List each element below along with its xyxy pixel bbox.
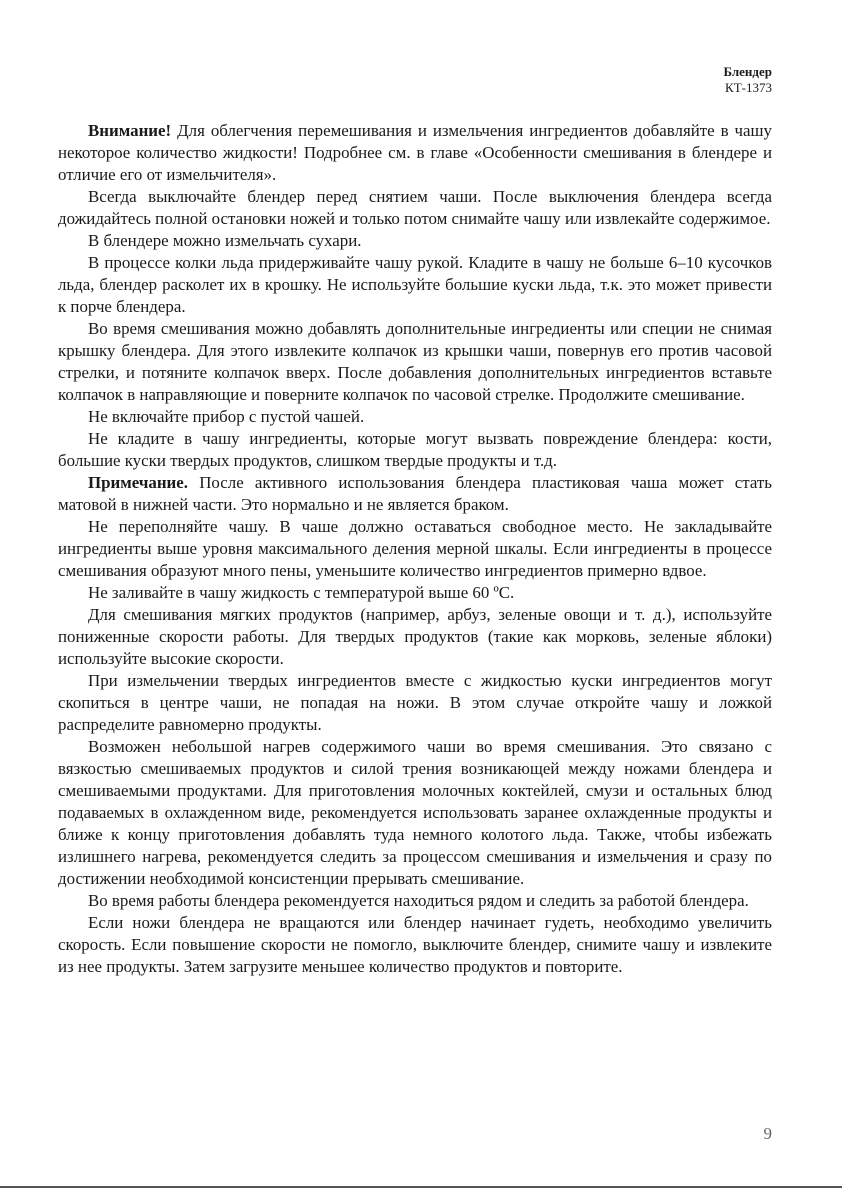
paragraph-lead: Примечание. xyxy=(88,473,188,492)
paragraph xyxy=(58,582,772,604)
paragraph-text: Во время смешивания можно добавлять дополнительные ингредиенты или специи не снимая крышку блендера. Для этого извлеките колпачок из крышки чаши, повернув его против часовой стрелки, и потяните колпачок вверх. После добавления дополнительных ингредиентов вставьте колпачок в направляющие и поверните колпачок по часовой стрелке. Продолжите смешивание. xyxy=(58,319,772,404)
page-number: 9 xyxy=(763,1124,772,1143)
paragraph-text: Не переполняйте чашу. В чаше должно оставаться свободное место. Не закладывайте ингредиенты выше уровня максимального деления мерной шкалы. Если ингредиенты в процессе смешивания образуют много пены, уменьшите количество ингредиентов примерно вдвое. xyxy=(58,517,772,580)
paragraph xyxy=(58,736,772,890)
paragraph xyxy=(58,120,772,186)
paragraph xyxy=(58,890,772,912)
paragraph xyxy=(58,670,772,736)
page-header xyxy=(723,64,772,96)
paragraph xyxy=(58,186,772,230)
paragraph xyxy=(58,428,772,472)
paragraph-text: В блендере можно измельчать сухари. xyxy=(88,231,362,250)
paragraph-text: Если ножи блендера не вращаются или блендер начинает гудеть, необходимо увеличить скорость. Если повышение скорости не помогло, выключите блендер, снимите чашу и извлеките из нее продукты. Затем загрузите меньшее количество продуктов и повторите. xyxy=(58,913,772,976)
paragraph-text: Не включайте прибор с пустой чашей. xyxy=(88,407,365,426)
paragraph-text: Не заливайте в чашу жидкость с температурой выше 60 ºС. xyxy=(88,583,515,602)
paragraph xyxy=(58,472,772,516)
paragraph-text: После активного использования блендера пластиковая чаша может стать матовой в нижней части. Это нормально и не является браком. xyxy=(58,473,772,514)
paragraph xyxy=(58,516,772,582)
paragraph-text: Во время работы блендера рекомендуется находиться рядом и следить за работой блендера. xyxy=(88,891,749,910)
paragraph-text: Для смешивания мягких продуктов (например, арбуз, зеленые овощи и т. д.), используйте пониженные скорости работы. Для твердых продуктов (такие как морковь, зеленые яблоки) используйте высокие скорости. xyxy=(58,605,772,668)
paragraph-text: Для облегчения перемешивания и измельчения ингредиентов добавляйте в чашу некоторое количество жидкости! Подробнее см. в главе «Особенности смешивания в блендере и отличие его от измельчителя». xyxy=(58,121,772,184)
instruction-text xyxy=(58,120,772,978)
paragraph-text: Возможен небольшой нагрев содержимого чаши во время смешивания. Это связано с вязкостью смешиваемых продуктов и силой трения возникающей между ножами блендера и смешиваемыми продуктами. Для приготовления молочных коктейлей, смузи и остальных блюд подаваемых в охлажденном виде, рекомендуется использовать заранее охлажденные продукты и ближе к концу приготовления добавлять туда немного колотого льда. Также, чтобы избежать излишнего нагрева, рекомендуется следить за процессом смешивания и измельчения и сразу по достижении необходимой консистенции прерывать смешивание. xyxy=(58,737,772,888)
paragraph xyxy=(58,604,772,670)
product-model: КТ-1373 xyxy=(725,80,772,95)
paragraph-text: При измельчении твердых ингредиентов вместе с жидкостью куски ингредиентов могут скопиться в центре чаши, не попадая на ножи. В этом случае откройте чашу и ложкой распределите равномерно продукты. xyxy=(58,671,772,734)
paragraph xyxy=(58,318,772,406)
paragraph-text: В процессе колки льда придерживайте чашу рукой. Кладите в чашу не больше 6–10 кусочков льда, блендер расколет их в крошку. Не используйте большие куски льда, т.к. это может привести к порче блендера. xyxy=(58,253,772,316)
paragraph-text: Не кладите в чашу ингредиенты, которые могут вызвать повреждение блендера: кости, большие куски твердых продуктов, слишком твердые продукты и т.д. xyxy=(58,429,772,470)
paragraph xyxy=(58,406,772,428)
paragraph xyxy=(58,252,772,318)
paragraph-text: Всегда выключайте блендер перед снятием чаши. После выключения блендера всегда дожидайтесь полной остановки ножей и только потом снимайте чашу или извлекайте содержимое. xyxy=(58,187,772,228)
paragraph-lead: Внимание! xyxy=(88,121,172,140)
product-title: Блендер xyxy=(723,64,772,79)
paragraph xyxy=(58,912,772,978)
paragraph xyxy=(58,230,772,252)
